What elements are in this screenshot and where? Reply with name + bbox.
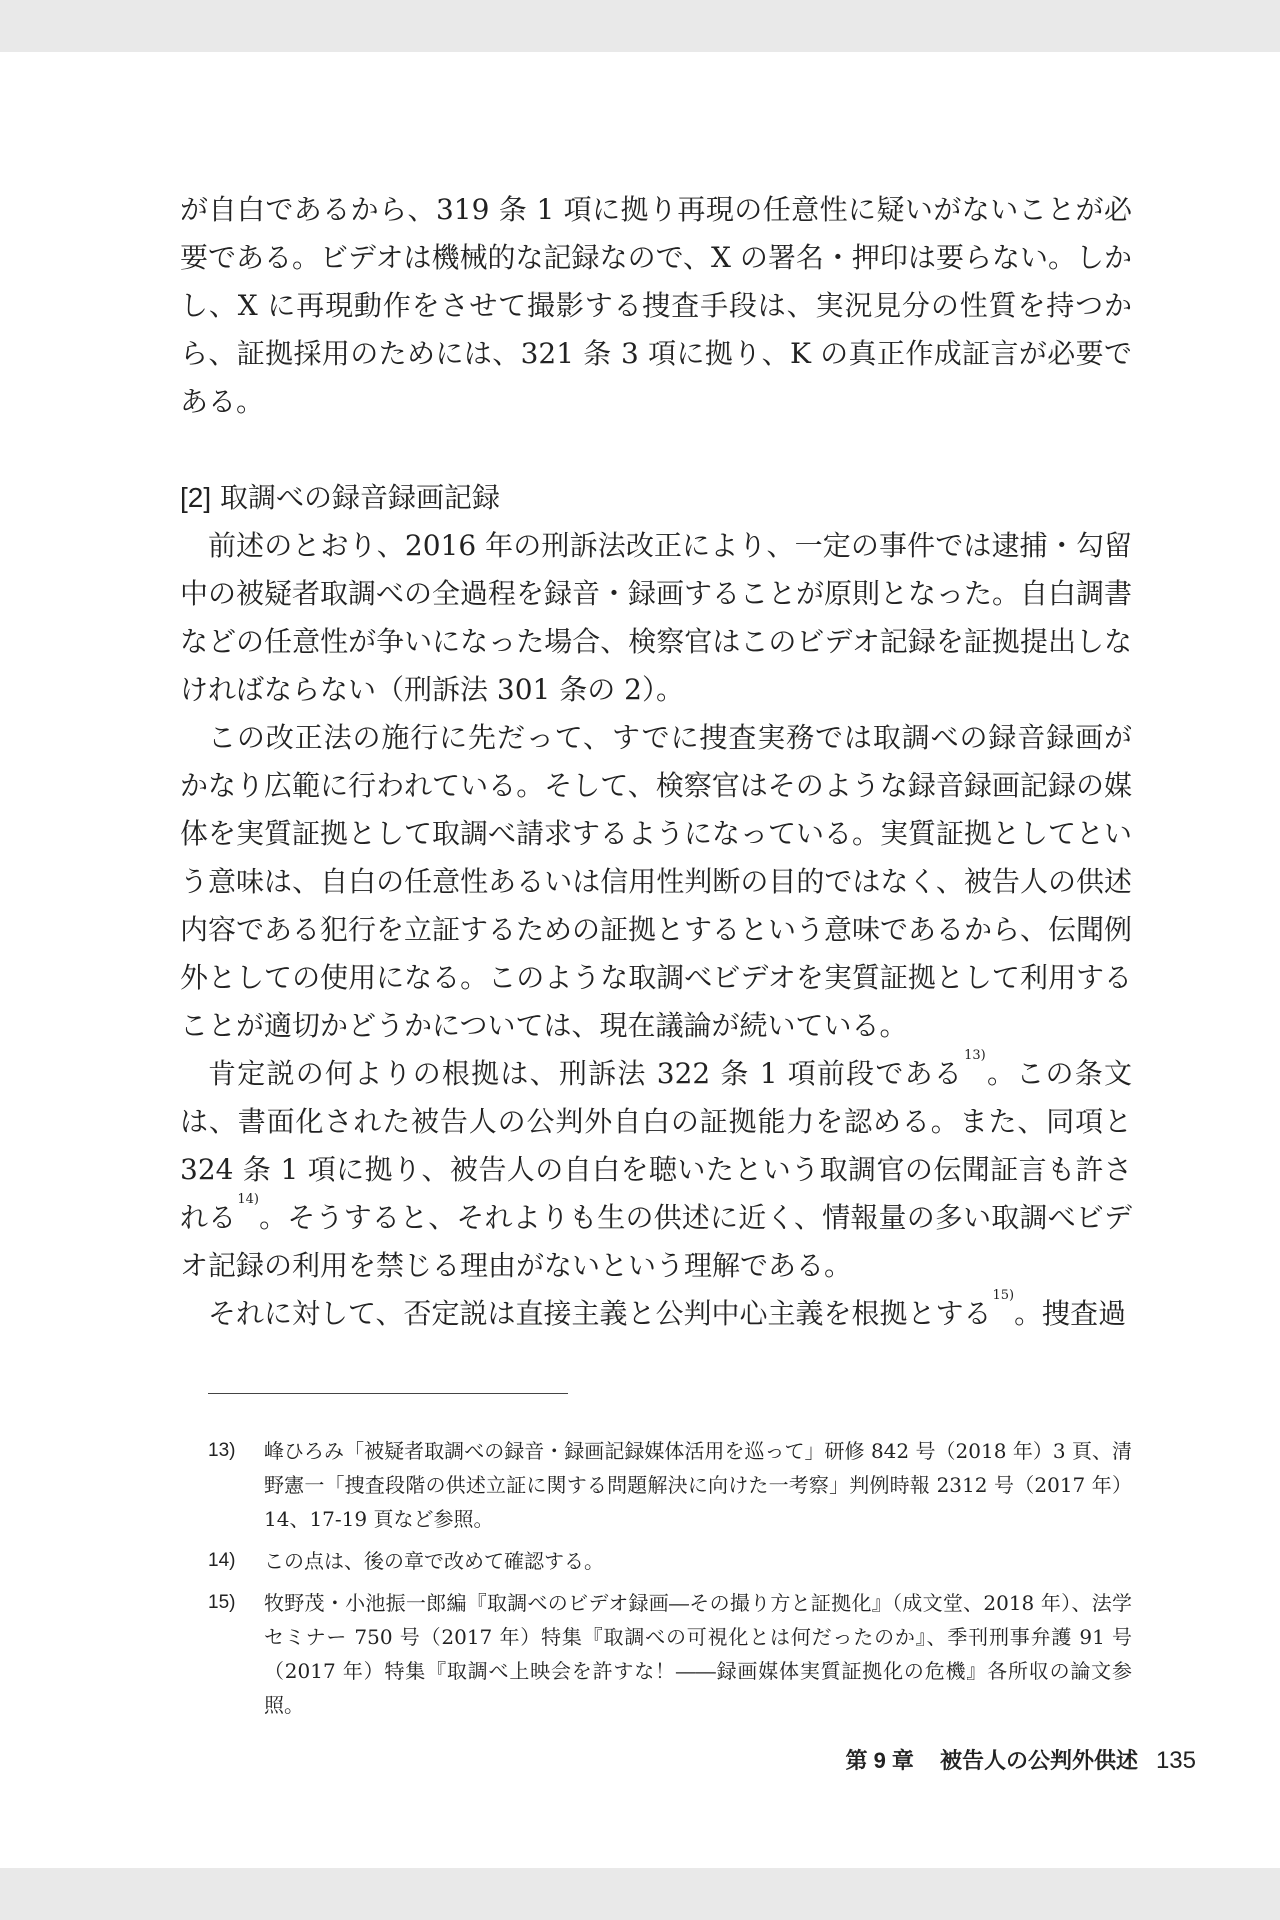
- footnote-ref-15: 15): [992, 1288, 1015, 1303]
- paragraph-3: この改正法の施行に先だって、すでに捜査実務では取調べの録音録画がかなり広範に行われている。そして、検察官はそのような録音録画記録の媒体を実質証拠として取調べ請求するようになっている。実質証拠としてという意味は、自白の任意性あるいは信用性判断の目的ではなく、被告人の供述内容である犯行を立証するための証拠とするという意味であるから、伝聞例外としての使用になる。このような取調べビデオを実質証拠として利用することが適切かどうかについては、現在議論が続いている。: [180, 721, 1133, 1042]
- paragraph-1: が自白であるから、319 条 1 項に拠り再現の任意性に疑いがないことが必要である。ビデオは機械的な記録なので、X の署名・押印は要らない。しかし、X に再現動作をさせて撮影する捜査手段は、実況見分の性質を持つから、証拠採用のためには、321 条 3 項に拠り、K の真正作成証言が必要である。: [180, 193, 1132, 418]
- page-number: 135: [1155, 1747, 1196, 1774]
- footnote-13: [208, 1434, 1132, 1536]
- paragraph-4-part-a: 肯定説の何よりの根拠は、刑訴法 322 条 1 項前段である: [208, 1057, 964, 1090]
- paragraph-2: 前述のとおり、2016 年の刑訴法改正により、一定の事件では逮捕・勾留中の被疑者取調べの全過程を録音・録画することが原則となった。自白調書などの任意性が争いになった場合、検察官はこのビデオ記録を証拠提出しなければならない（刑訴法 301 条の 2）。: [180, 529, 1133, 706]
- footnote-15: [208, 1586, 1132, 1722]
- footnote-text: 牧野茂・小池振一郎編『取調べのビデオ録画―その撮り方と証拠化』（成文堂、2018 年）、法学セミナー 750 号（2017 年）特集『取調べの可視化とは何だったのか』、季刊刑事弁護 91 号（2017 年）特集『取調べ上映会を許すな！――録画媒体実質証拠化の危機』各所収の論文参照。: [264, 1591, 1132, 1717]
- footnote-text: この点は、後の章で改めて確認する。: [264, 1549, 604, 1573]
- footnote-separator: [208, 1393, 568, 1394]
- paragraph-4: [180, 1050, 1132, 1290]
- paragraph-5: [180, 1290, 1132, 1338]
- footnote-number: 14): [208, 1550, 236, 1571]
- footnote-number: 15): [208, 1592, 236, 1613]
- footnote-text: 峰ひろみ「被疑者取調べの録音・録画記録媒体活用を巡って」研修 842 号（2018 年）3 頁、清野憲一「捜査段階の供述立証に関する問題解決に向けた一考察」判例時報 2312 号（2017 年）14、17-19 頁など参照。: [264, 1439, 1132, 1531]
- footnote-14: [208, 1544, 1132, 1578]
- book-page: [0, 52, 1280, 1868]
- body-text: [180, 186, 1132, 1338]
- running-footer: [845, 1744, 1196, 1775]
- paragraph-5-part-b: 。捜査過: [1014, 1297, 1127, 1330]
- footnote-number: 13): [208, 1440, 236, 1461]
- section-heading: [180, 474, 1132, 522]
- footnote-ref-13: 13): [964, 1048, 986, 1063]
- paragraph-5-part-a: それに対して、否定説は直接主義と公判中心主義を根拠とする: [208, 1297, 992, 1330]
- footnotes: [208, 1434, 1132, 1730]
- section-number: [2]: [180, 482, 212, 513]
- footnote-ref-14: 14): [237, 1192, 259, 1207]
- chapter-label: 第 9 章: [845, 1748, 914, 1773]
- chapter-title: 被告人の公判外供述: [939, 1748, 1138, 1773]
- paragraph-4-part-b: 。この条文は、書面化された被告人の公判外自白の証拠能力を認める。また、同項と 324 条 1 項に拠り、被告人の自白を聴いたという取調官の伝聞証言も許される: [180, 1057, 1132, 1234]
- section-title: 取調べの録音録画記録: [220, 481, 501, 514]
- paragraph-4-part-c: 。そうすると、それよりも生の供述に近く、情報量の多い取調べビデオ記録の利用を禁じる理由がないという理解である。: [180, 1201, 1132, 1282]
